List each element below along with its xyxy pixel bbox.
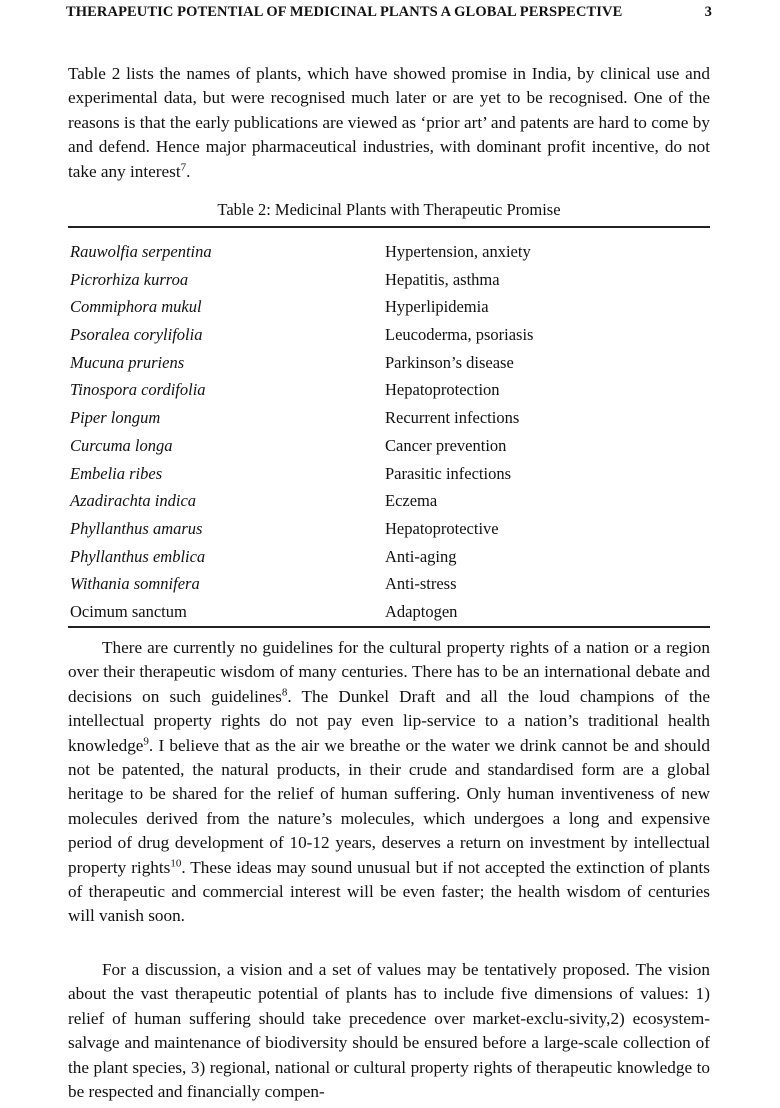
table-row	[70, 487, 710, 515]
plant-name: Ocimum sanctum	[70, 601, 187, 621]
running-title: THERAPEUTIC POTENTIAL OF MEDICINAL PLANTS A GLOBAL PERSPECTIVE	[66, 4, 623, 20]
running-header	[66, 4, 712, 21]
therapeutic-use: Cancer prevention	[385, 435, 507, 455]
intro-text: Table 2 lists the names of plants, which have showed promise in India, by clinical use and experimental data, but were recognised much later or are yet to be recognised. One of the reasons is that the early publications are viewed as ‘prior art’ and patents are hard to come by and defend. Hence major pharmaceutical industries, with dominant profit incentive, do not take any interest	[68, 64, 710, 181]
body-text: . These ideas may sound unusual but if not accepted the extinction of plants of therapeutic and commercial interest will be even faster; the health wisdom of centuries will vanish soon.	[68, 857, 710, 926]
plant-name: Mucuna pruriens	[70, 352, 185, 372]
table-row	[70, 570, 710, 598]
table-row	[70, 598, 710, 626]
plant-name: Curcuma longa	[70, 435, 173, 455]
plant-name: Withania somnifera	[70, 574, 200, 594]
body-text: . The Dunkel Draft and all the loud champions of the intellectual property rights do not pay even lip-service to a nation’s traditional health knowledge	[68, 686, 710, 755]
table-row	[70, 293, 710, 321]
plant-name: Psoralea corylifolia	[70, 325, 203, 345]
therapeutic-use: Anti-aging	[385, 546, 457, 566]
plant-name: Piper longum	[70, 408, 161, 428]
therapeutic-use: Parasitic infections	[385, 463, 512, 483]
footnote-ref: 9	[143, 734, 149, 747]
table-row	[70, 432, 710, 460]
table-row	[70, 460, 710, 488]
therapeutic-use: Recurrent infections	[385, 408, 520, 428]
footnote-ref: 10	[170, 856, 182, 869]
footnote-ref: 8	[281, 686, 288, 699]
plant-name: Phyllanthus amarus	[70, 518, 203, 538]
table-row	[70, 404, 710, 432]
plant-name: Commiphora mukul	[70, 297, 202, 317]
table-top-rule	[68, 226, 710, 228]
body-paragraph	[68, 636, 710, 929]
plant-name: Phyllanthus emblica	[70, 546, 206, 566]
table-row	[70, 321, 710, 349]
therapeutic-use: Hepatitis, asthma	[385, 269, 500, 289]
therapeutic-use: Leucoderma, psoriasis	[385, 325, 534, 345]
plant-name: Embelia ribes	[70, 463, 163, 483]
body-paragraph	[68, 958, 710, 1104]
therapeutic-use: Hepatoprotective	[385, 518, 499, 538]
table-caption: Table 2: Medicinal Plants with Therapeutic Promise	[217, 200, 561, 219]
table-row	[70, 515, 710, 543]
therapeutic-use: Eczema	[385, 491, 438, 511]
plant-name: Picrorhiza kurroa	[70, 269, 189, 289]
intro-paragraph	[68, 62, 710, 184]
therapeutic-use: Hypertension, anxiety	[385, 242, 531, 261]
body-text: For a discussion, a vision and a set of values may be tentatively proposed. The vision about the vast therapeutic potential of plants has to include five dimensions of values: 1) relief of human suffering should take precedence over market-exclu-sivity,2) ecosystem-salvage and maintenance of biodiversity should be ensured before a large-scale collection of the plant species, 3) regional, national or cultural property rights of therapeutic knowledge to be respected and financially compen-	[68, 960, 710, 1102]
therapeutic-use: Adaptogen	[385, 601, 458, 621]
medicinal-plants-table	[70, 238, 710, 626]
table-row	[70, 349, 710, 377]
table-row	[70, 266, 710, 294]
footnote-ref: 7	[180, 160, 187, 173]
therapeutic-use: Anti-stress	[385, 574, 457, 594]
plant-name: Tinospora cordifolia	[70, 380, 206, 400]
therapeutic-use: Hepatoprotection	[385, 380, 500, 400]
plant-name: Azadirachta indica	[70, 491, 197, 511]
body-text: There are currently no guidelines for the cultural property rights of a nation or a region over their therapeutic wisdom of many centuries. There has to be an international debate and decisions on such guidelines	[68, 638, 710, 706]
table-row	[70, 543, 710, 571]
body-text: . I believe that as the air we breathe or the water we drink cannot be and should not be patented, the natural products, in their crude and standardised form are a global heritage to be shared for the relief of human suffering. Only human inventiveness of new molecules derived from the nature’s molecules, which undergoes a long and expensive period of drug development of 10-12 years, deserves a return on investment by intellectual property rights	[68, 735, 710, 877]
plant-name: Rauwolfia serpentina	[70, 242, 212, 261]
intro-tail: .	[186, 161, 191, 181]
table-bottom-rule	[68, 626, 710, 628]
page-number: 3	[704, 4, 712, 20]
table-row	[70, 238, 710, 266]
table-row	[70, 376, 710, 404]
therapeutic-use: Hyperlipidemia	[385, 297, 489, 317]
therapeutic-use: Parkinson’s disease	[385, 352, 514, 372]
